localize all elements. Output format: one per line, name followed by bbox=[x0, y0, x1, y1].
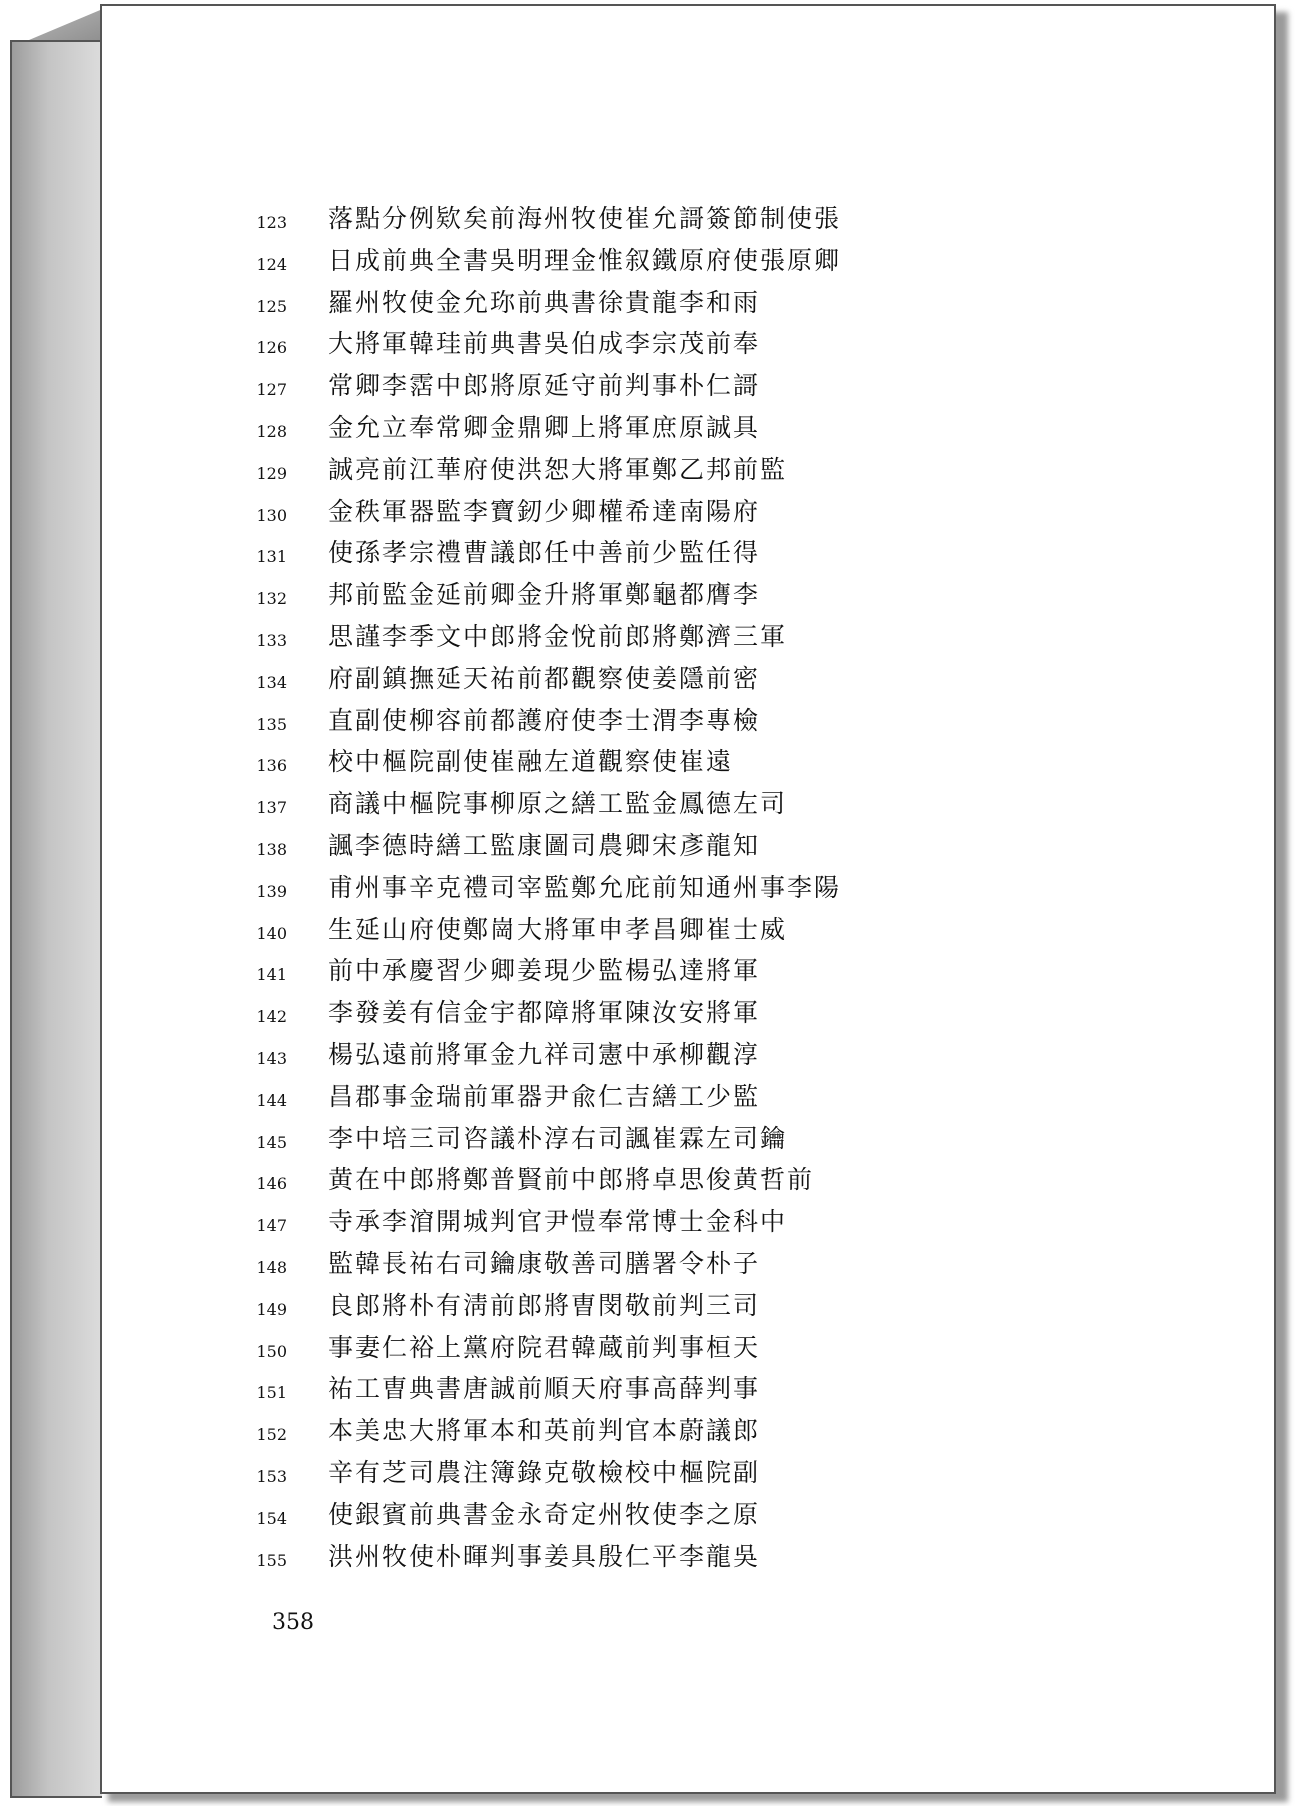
line-number: 146 bbox=[256, 1174, 287, 1194]
text-line bbox=[102, 1286, 1274, 1328]
text-line bbox=[102, 826, 1274, 868]
text-line bbox=[102, 1244, 1274, 1286]
text-line bbox=[102, 241, 1274, 283]
text-line bbox=[102, 1119, 1274, 1161]
text-line bbox=[102, 701, 1274, 743]
line-text: 校中樞院副使崔融左道觀察使崔遠 bbox=[328, 747, 734, 777]
text-line bbox=[102, 1077, 1274, 1119]
line-text: 使銀賓前典書金永奇定州牧使李之原 bbox=[328, 1499, 761, 1529]
line-text: 洪州牧使朴暉判事姜具殷仁平李龍吳 bbox=[328, 1541, 761, 1571]
line-number: 139 bbox=[256, 881, 287, 901]
text-line bbox=[102, 408, 1274, 450]
line-number: 135 bbox=[256, 714, 287, 734]
line-text: 日成前典全書吳明理金惟叙鐵原府使張原卿 bbox=[328, 245, 842, 275]
text-line bbox=[102, 951, 1274, 993]
line-text: 使孫孝宗禮曹議郎任中善前少監任得 bbox=[328, 538, 761, 568]
line-number: 124 bbox=[256, 254, 287, 274]
line-number: 134 bbox=[256, 672, 287, 692]
text-line bbox=[102, 659, 1274, 701]
line-text: 商議中樞院事柳原之繕工監金鳳德左司 bbox=[328, 789, 788, 819]
line-number: 136 bbox=[256, 756, 287, 776]
line-number: 126 bbox=[256, 338, 287, 358]
text-line bbox=[102, 742, 1274, 784]
text-line bbox=[102, 492, 1274, 534]
line-text: 誠亮前江華府使洪恕大將軍鄭乙邦前監 bbox=[328, 454, 788, 484]
text-line bbox=[102, 784, 1274, 826]
line-text: 李中培三司咨議朴淳右司諷崔霖左司鑰 bbox=[328, 1123, 788, 1153]
line-number: 129 bbox=[256, 463, 287, 483]
line-number: 155 bbox=[256, 1550, 287, 1570]
line-text: 諷李德時繕工監康圖司農卿宋彥龍知 bbox=[328, 830, 761, 860]
line-number: 153 bbox=[256, 1466, 287, 1486]
line-text: 金允立奉常卿金鼎卿上將軍庶原誠具 bbox=[328, 412, 761, 442]
line-number: 125 bbox=[256, 296, 287, 316]
text-lines bbox=[102, 199, 1274, 1578]
line-text: 良郎將朴有淸前郎將曺閔敬前判三司 bbox=[328, 1290, 761, 1320]
line-number: 141 bbox=[256, 965, 287, 985]
line-text: 落點分例欵矣前海州牧使崔允謌簽節制使張 bbox=[328, 204, 842, 233]
text-line bbox=[102, 450, 1274, 492]
line-text: 楊弘遠前將軍金九祥司憲中承柳觀淳 bbox=[328, 1039, 761, 1069]
text-line bbox=[102, 1369, 1274, 1411]
line-text: 邦前監金延前卿金升將軍鄭龜都膺李 bbox=[328, 580, 761, 610]
line-text: 金秩軍器監李寶釰少卿權希達南陽府 bbox=[328, 496, 761, 526]
line-number: 145 bbox=[256, 1132, 287, 1152]
line-number: 131 bbox=[256, 547, 287, 567]
text-line bbox=[102, 533, 1274, 575]
line-text: 李發姜有信金宇都障將軍陳汝安將軍 bbox=[328, 998, 761, 1028]
line-text: 思謹李季文中郎將金悅前郎將鄭濟三軍 bbox=[328, 621, 788, 651]
line-number: 150 bbox=[256, 1341, 287, 1361]
line-text: 事妻仁裕上黨府院君韓蔵前判事桓天 bbox=[328, 1332, 761, 1362]
line-number: 128 bbox=[256, 421, 287, 441]
text-line bbox=[102, 283, 1274, 325]
text-line bbox=[102, 199, 1274, 241]
line-number: 142 bbox=[256, 1007, 287, 1027]
line-number: 151 bbox=[256, 1383, 287, 1403]
line-text: 祐工曺典書唐誠前順天府事高薛判事 bbox=[328, 1374, 761, 1404]
text-line bbox=[102, 1495, 1274, 1537]
text-line bbox=[102, 1202, 1274, 1244]
line-number: 138 bbox=[256, 839, 287, 859]
line-number: 127 bbox=[256, 380, 287, 400]
text-line bbox=[102, 617, 1274, 659]
line-number: 148 bbox=[256, 1257, 287, 1277]
text-line bbox=[102, 1328, 1274, 1370]
text-line bbox=[102, 993, 1274, 1035]
line-number: 147 bbox=[256, 1216, 287, 1236]
line-text: 寺承李㴭開城判官尹愷奉常博士金科中 bbox=[328, 1207, 788, 1237]
line-number: 154 bbox=[256, 1508, 287, 1528]
text-line bbox=[102, 1411, 1274, 1453]
line-text: 昌郡事金瑞前軍器尹兪仁吉繕工少監 bbox=[328, 1081, 761, 1111]
line-text: 生延山府使鄭崗大將軍申孝昌卿崔士威 bbox=[328, 914, 788, 944]
line-number: 140 bbox=[256, 923, 287, 943]
line-text: 前中承慶習少卿姜現少監楊弘達將軍 bbox=[328, 956, 761, 986]
line-text: 黄在中郎將鄭普賢前中郎將卓思俊黄哲前 bbox=[328, 1165, 815, 1195]
line-text: 大將軍韓珪前典書吳伯成李宗茂前奉 bbox=[328, 329, 761, 359]
line-number: 137 bbox=[256, 798, 287, 818]
book-page bbox=[100, 4, 1276, 1794]
page-number: 358 bbox=[272, 1610, 314, 1635]
text-line bbox=[102, 1035, 1274, 1077]
line-number: 144 bbox=[256, 1090, 287, 1110]
text-line bbox=[102, 366, 1274, 408]
line-text: 辛有芝司農注簿錄克敬檢校中樞院副 bbox=[328, 1457, 761, 1487]
text-line bbox=[102, 910, 1274, 952]
text-line bbox=[102, 575, 1274, 617]
text-line bbox=[102, 868, 1274, 910]
book-page-edge bbox=[10, 40, 102, 1798]
text-line bbox=[102, 1160, 1274, 1202]
line-number: 143 bbox=[256, 1048, 287, 1068]
line-number: 133 bbox=[256, 630, 287, 650]
line-text: 甫州事辛克禮司宰監鄭允庇前知通州事李陽 bbox=[328, 872, 842, 902]
text-line bbox=[102, 1453, 1274, 1495]
line-text: 直副使柳容前都護府使李士渭李專檢 bbox=[328, 705, 761, 735]
line-text: 本美忠大將軍本和英前判官本蔚議郎 bbox=[328, 1416, 761, 1446]
line-number: 123 bbox=[256, 213, 287, 232]
line-text: 監韓長祐右司鑰康敬善司膳署令朴子 bbox=[328, 1248, 761, 1278]
line-number: 152 bbox=[256, 1425, 287, 1445]
line-text: 羅州牧使金允珎前典書徐貴龍李和雨 bbox=[328, 287, 761, 317]
text-line bbox=[102, 324, 1274, 366]
line-number: 132 bbox=[256, 589, 287, 609]
line-text: 常卿李霑中郎將原延守前判事朴仁謌 bbox=[328, 371, 761, 401]
line-text: 府副鎮撫延天祐前都觀察使姜隱前密 bbox=[328, 663, 761, 693]
line-number: 130 bbox=[256, 505, 287, 525]
line-number: 149 bbox=[256, 1299, 287, 1319]
text-line bbox=[102, 1537, 1274, 1579]
